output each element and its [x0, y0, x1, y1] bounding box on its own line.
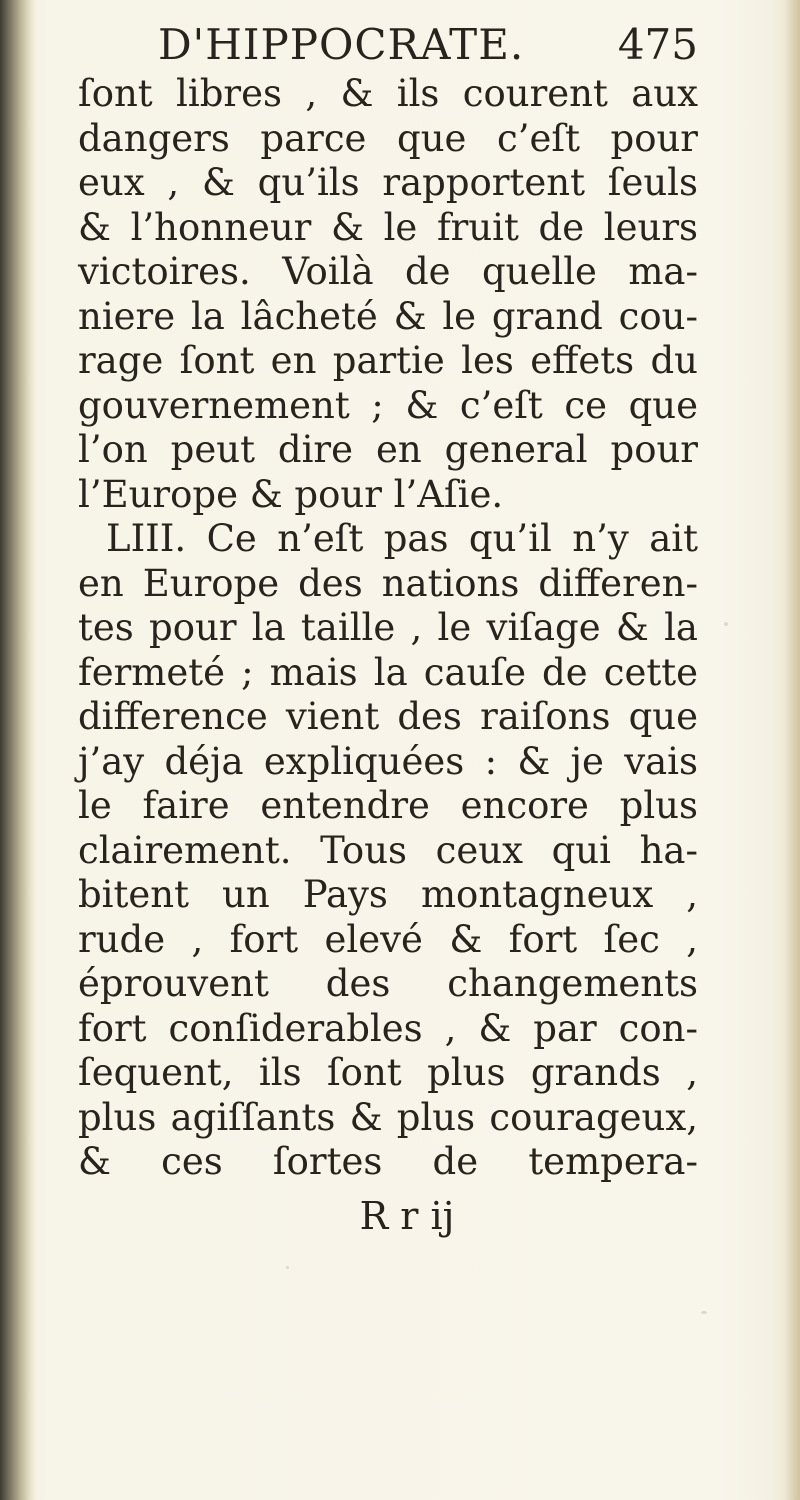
- text-line-23: ſequent, ils ſont plus grands ,: [78, 1051, 698, 1094]
- text-line-9: l’on peut dire en general pour: [78, 428, 698, 471]
- text-line-22: fort conſiderables , & par con-: [78, 1006, 698, 1050]
- running-title: D'HIPPOCRATE.: [158, 20, 525, 69]
- text-line-13: tes pour la taille , le viſage & la: [78, 606, 698, 649]
- text-line-11: LIII. Ce n’eſt pas qu’il n’y ait: [106, 517, 698, 560]
- text-line-12: en Europe des nations differen-: [78, 561, 698, 605]
- paper-speck: [724, 622, 728, 626]
- text-line-18: clairement. Tous ceux qui ha-: [78, 828, 698, 872]
- binding-shadow: [0, 0, 36, 1500]
- text-line-16: j’ay déja expliquées : & je vais: [78, 739, 698, 783]
- running-head: [78, 18, 698, 72]
- text-line-15: difference vient des raiſons que: [78, 695, 698, 738]
- paper-speck: [701, 1311, 707, 1314]
- text-line-7: rage ſont en partie les effets du: [78, 339, 698, 382]
- text-line-6: niere la lâcheté & le grand cou-: [78, 294, 698, 338]
- text-line-25: & ces ſortes de tempera-: [78, 1140, 698, 1183]
- text-line-3: eux , & qu’ils rapportent ſeuls: [78, 161, 698, 204]
- paper-speck: [286, 1266, 289, 1269]
- text-line-8: gouvernement ; & c’eſt ce que: [78, 383, 698, 427]
- text-line-10: l’Europe & pour l’Aſie.: [78, 472, 504, 516]
- text-line-17: le faire entendre encore plus: [78, 784, 698, 827]
- text-line-14: fermeté ; mais la cauſe de cette: [78, 650, 698, 694]
- text-line-20: rude , fort elevé & fort ſec ,: [78, 917, 698, 961]
- page-number: 475: [617, 20, 698, 69]
- text-line-24: plus agiſſants & plus courageux,: [78, 1095, 698, 1139]
- text-line-5: victoires. Voilà de quelle ma-: [78, 250, 698, 293]
- text-line-2: dangers parce que c’eſt pour: [78, 116, 698, 160]
- text-line-4: & l’honneur & le fruit de leurs: [78, 205, 698, 249]
- text-line-1: ſont libres , & ils courent aux: [78, 72, 698, 115]
- printed-text-block: [78, 18, 698, 1241]
- text-line-21: éprouvent des changements: [78, 962, 698, 1005]
- page-edge: [772, 0, 800, 1500]
- printer-signature: R r ij: [359, 1193, 455, 1238]
- text-line-19: bitent un Pays montagneux ,: [78, 873, 698, 916]
